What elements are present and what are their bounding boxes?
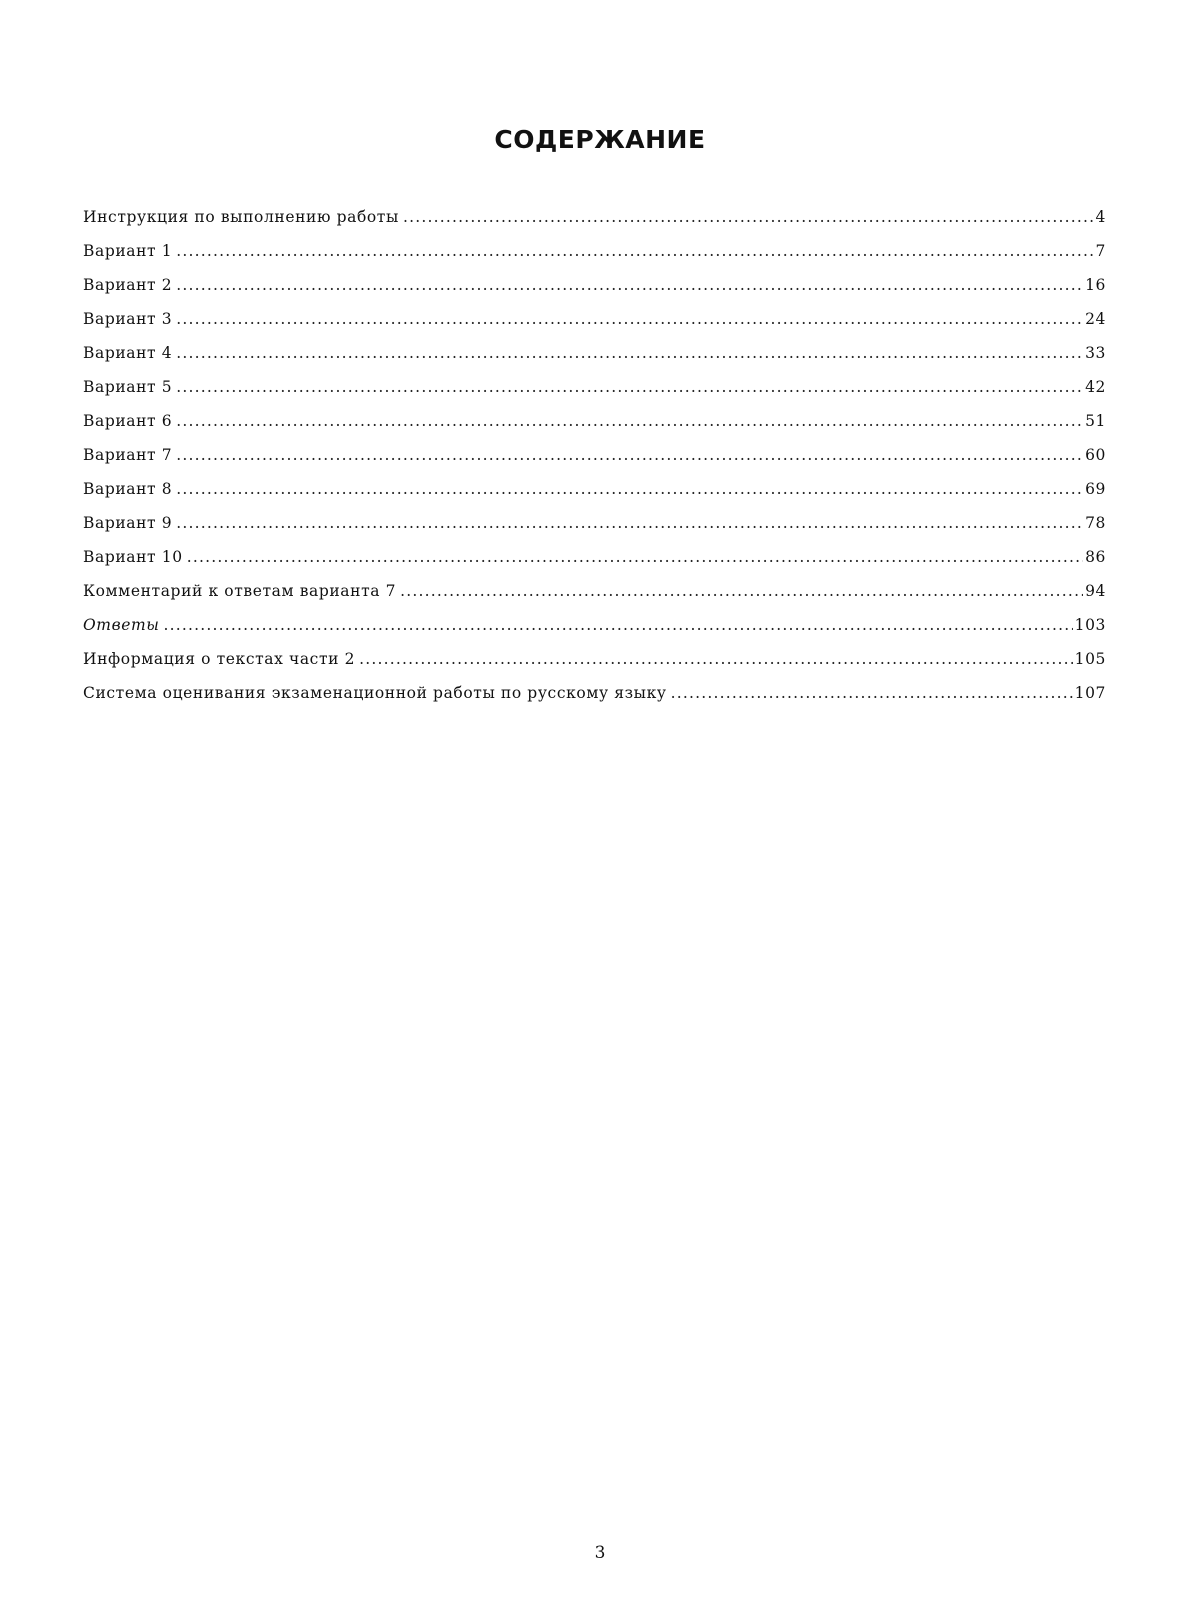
toc-entry-grading-system[interactable] [83, 684, 1106, 718]
toc-entry-variant-4[interactable] [83, 344, 1106, 378]
toc-entry-page: 7 [1095, 242, 1106, 260]
toc-leader-dots [176, 242, 1093, 260]
toc-leader-dots [176, 480, 1083, 498]
toc-entry-label: Вариант 10 [83, 548, 183, 566]
toc-entry-label: Вариант 5 [83, 378, 173, 396]
toc-entry-instructions[interactable] [83, 208, 1106, 242]
page-number: 3 [594, 1543, 606, 1563]
toc-entry-label: Вариант 6 [83, 412, 173, 430]
toc-entry-page: 78 [1085, 514, 1106, 532]
toc-entry-label: Вариант 3 [83, 310, 173, 328]
toc-entry-commentary[interactable] [83, 582, 1106, 616]
toc-entry-texts-info[interactable] [83, 650, 1106, 684]
toc-entry-label: Вариант 8 [83, 480, 173, 498]
toc-entry-variant-6[interactable] [83, 412, 1106, 446]
toc-leader-dots [176, 446, 1083, 464]
toc-entry-label: Вариант 1 [83, 242, 173, 260]
toc-entry-label: Комментарий к ответам варианта 7 [83, 582, 397, 600]
toc-entry-label: Вариант 9 [83, 514, 173, 532]
table-of-contents [83, 208, 1106, 718]
toc-leader-dots [176, 378, 1083, 396]
toc-leader-dots [176, 276, 1083, 294]
toc-entry-label: Вариант 4 [83, 344, 173, 362]
toc-entry-label: Инструкция по выполнению работы [83, 208, 399, 226]
toc-entry-answers[interactable] [83, 616, 1106, 650]
toc-leader-dots [187, 548, 1083, 566]
page-title: СОДЕРЖАНИЕ [494, 125, 706, 154]
toc-leader-dots [176, 310, 1083, 328]
toc-entry-page: 60 [1085, 446, 1106, 464]
toc-entry-label: Информация о текстах части 2 [83, 650, 356, 668]
toc-entry-variant-5[interactable] [83, 378, 1106, 412]
toc-entry-page: 86 [1085, 548, 1106, 566]
toc-entry-page: 105 [1074, 650, 1106, 668]
toc-entry-variant-7[interactable] [83, 446, 1106, 480]
toc-entry-page: 103 [1074, 616, 1106, 634]
toc-entry-variant-1[interactable] [83, 242, 1106, 276]
toc-leader-dots [164, 616, 1073, 634]
toc-leader-dots [176, 412, 1083, 430]
toc-leader-dots [176, 514, 1083, 532]
toc-leader-dots [359, 650, 1073, 668]
toc-entry-variant-2[interactable] [83, 276, 1106, 310]
toc-entry-page: 69 [1085, 480, 1106, 498]
toc-entry-variant-9[interactable] [83, 514, 1106, 548]
toc-entry-page: 4 [1095, 208, 1106, 226]
toc-entry-label: Система оценивания экзаменационной работы по русскому языку [83, 684, 667, 702]
toc-leader-dots [176, 344, 1083, 362]
toc-entry-page: 94 [1085, 582, 1106, 600]
toc-entry-variant-3[interactable] [83, 310, 1106, 344]
toc-entry-page: 107 [1074, 684, 1106, 702]
toc-leader-dots [400, 582, 1083, 600]
toc-entry-label: Вариант 2 [83, 276, 173, 294]
toc-entry-variant-10[interactable] [83, 548, 1106, 582]
toc-entry-label: Ответы [83, 616, 160, 634]
toc-entry-page: 33 [1085, 344, 1106, 362]
toc-leader-dots [671, 684, 1073, 702]
toc-entry-page: 24 [1085, 310, 1106, 328]
toc-leader-dots [403, 208, 1094, 226]
toc-entry-page: 16 [1085, 276, 1106, 294]
toc-entry-variant-8[interactable] [83, 480, 1106, 514]
toc-entry-page: 51 [1085, 412, 1106, 430]
toc-entry-label: Вариант 7 [83, 446, 173, 464]
toc-entry-page: 42 [1085, 378, 1106, 396]
